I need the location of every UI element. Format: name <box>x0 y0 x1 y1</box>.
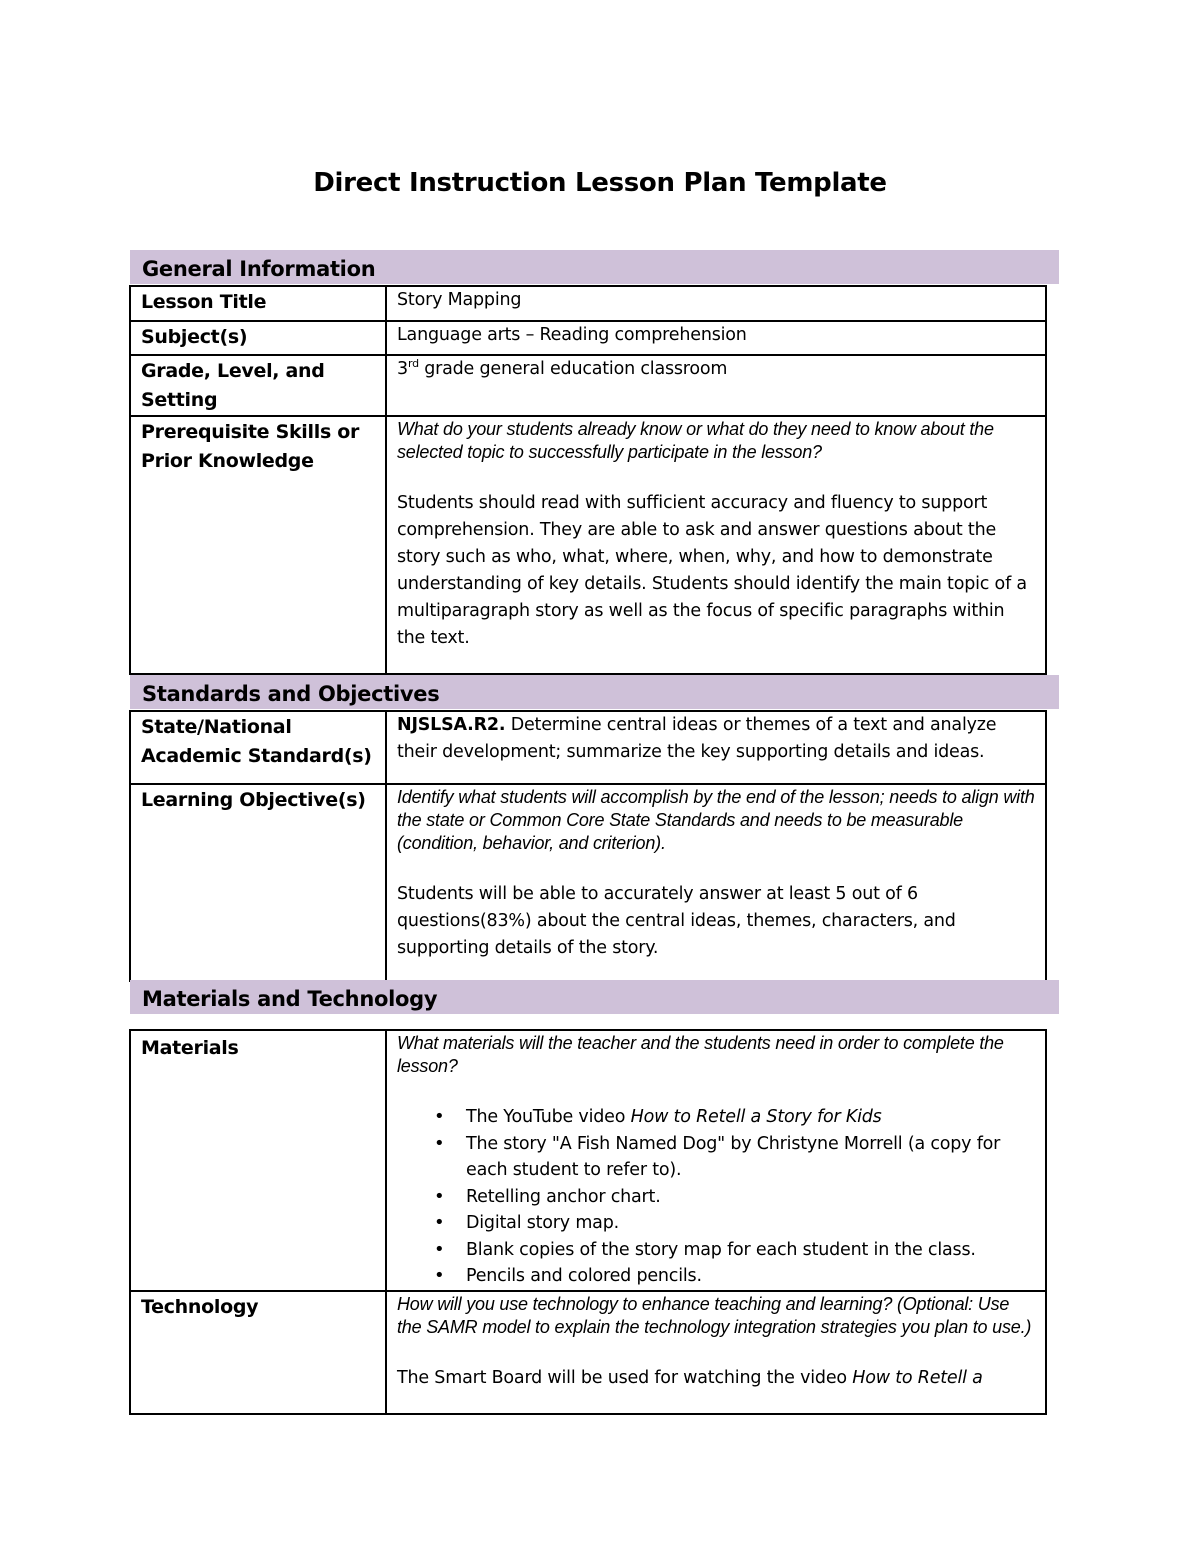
standard-value <box>386 711 1046 784</box>
grade-ordinal: rd <box>407 357 419 371</box>
objective-prompt: Identify what students will accomplish by the end of the lesson; needs to align with the state or Common Core State Standards and needs to be measurable (condition, behavior, and criterion). <box>397 787 1035 853</box>
video-title: How to Retell a Story for Kids <box>630 1107 882 1127</box>
row-materials <box>130 1030 1046 1291</box>
technology-value <box>386 1291 1046 1414</box>
grade-number: 3 <box>397 359 408 379</box>
materials-list <box>397 1104 1035 1290</box>
objective-label: Learning Objective(s) <box>130 784 386 981</box>
lesson-title-value: Story Mapping <box>386 286 1046 321</box>
row-lesson-title <box>130 286 1046 321</box>
materials-item: • Pencils and colored pencils. <box>466 1263 1035 1290</box>
general-info-table <box>129 285 1047 675</box>
materials-table <box>129 1029 1047 1415</box>
row-subjects <box>130 321 1046 355</box>
technology-text: The Smart Board will be used for watching the video How to Retell a <box>397 1367 983 1388</box>
prereq-value <box>386 416 1046 674</box>
materials-item: • The story "A Fish Named Dog" by Christyne Morrell (a copy for each student to refer to). <box>466 1131 1035 1184</box>
row-standard <box>130 711 1046 784</box>
materials-item: • Digital story map. <box>466 1210 1035 1237</box>
materials-item-video: • The YouTube video How to Retell a Story for Kids <box>466 1104 1035 1131</box>
technology-prompt: How will you use technology to enhance teaching and learning? (Optional: Use the SAMR model to explain the technology integration strategies you plan to use.) <box>397 1293 1032 1337</box>
technology-label: Technology <box>130 1291 386 1414</box>
materials-item: • Retelling anchor chart. <box>466 1184 1035 1211</box>
materials-label: Materials <box>130 1030 386 1291</box>
materials-item: • Blank copies of the story map for each student in the class. <box>466 1237 1035 1264</box>
row-objective <box>130 784 1046 981</box>
grade-label: Grade, Level, and Setting <box>130 355 386 416</box>
prereq-prompt: What do your students already know or what do they need to know about the selected topic to successfully participate in the lesson? <box>397 419 994 462</box>
standard-label: State/National Academic Standard(s) <box>130 711 386 784</box>
row-grade <box>130 355 1046 416</box>
lesson-title-label: Lesson Title <box>130 286 386 321</box>
materials-value <box>386 1030 1046 1291</box>
prereq-text: Students should read with sufficient accuracy and fluency to support comprehension. They are able to ask and answer questions about the story such as who, what, where, when, why, and how to demonstrate understanding of key details. Students should identify the main topic of a multiparagraph story as well as the focus of specific paragraphs within the text. <box>397 493 1027 648</box>
objective-value <box>386 784 1046 981</box>
section-header-general: General Information <box>130 250 1059 284</box>
standard-text: Determine central ideas or themes of a text and analyze their development; summarize the key supporting details and ideas. <box>397 715 997 762</box>
grade-text: grade general education classroom <box>418 359 728 379</box>
page-title: Direct Instruction Lesson Plan Template <box>313 168 887 198</box>
grade-value <box>386 355 1046 416</box>
section-header-materials: Materials and Technology <box>130 980 1059 1014</box>
section-header-standards: Standards and Objectives <box>130 675 1059 709</box>
row-prereq <box>130 416 1046 674</box>
row-technology <box>130 1291 1046 1414</box>
prereq-label: Prerequisite Skills or Prior Knowledge <box>130 416 386 674</box>
standards-table <box>129 710 1047 982</box>
subjects-value: Language arts – Reading comprehension <box>386 321 1046 355</box>
objective-text: Students will be able to accurately answer at least 5 out of 6 questions(83%) about the central ideas, themes, characters, and supporting details of the story. <box>397 884 956 958</box>
subjects-label: Subject(s) <box>130 321 386 355</box>
materials-prompt: What materials will the teacher and the students need in order to complete the lesson? <box>397 1033 1004 1076</box>
standard-code: NJSLSA.R2. <box>397 715 506 735</box>
